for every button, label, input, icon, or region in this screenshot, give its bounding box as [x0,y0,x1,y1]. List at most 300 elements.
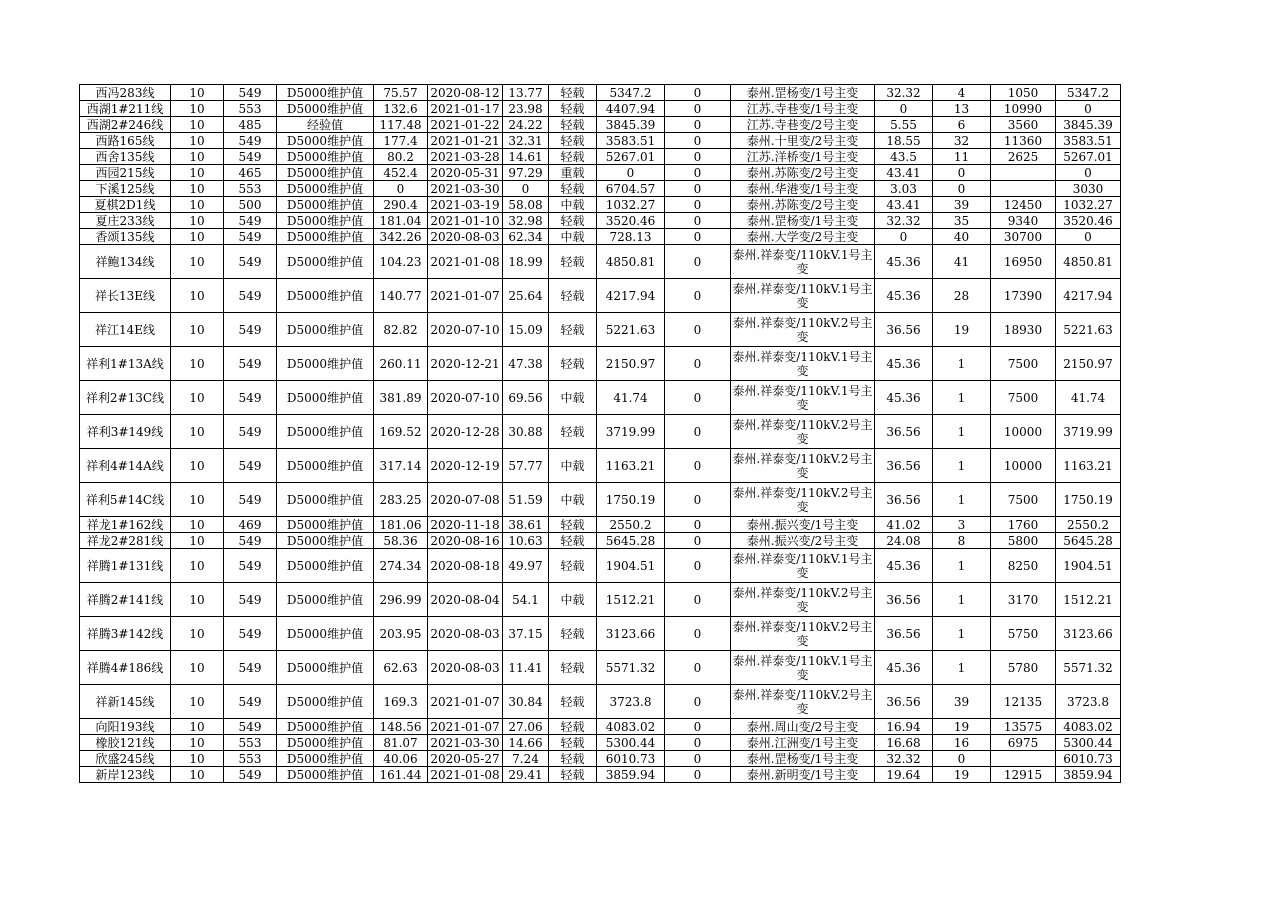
spare-capacity-cell: 5221.63 [597,313,665,347]
transformer-cell: 泰州.罡杨变/1号主变 [731,85,875,101]
load-status-cell: 轻载 [549,85,597,101]
transformer-cell: 泰州.祥泰变/110kV.1号主变 [731,651,875,685]
rated-current-cell: 549 [224,685,277,719]
transformer-cell: 泰州.祥泰变/110kV.1号主变 [731,347,875,381]
rated-current-cell: 549 [224,483,277,517]
user-count-cell: 11 [933,149,991,165]
transformer-rate-cell: 41.02 [875,517,933,533]
spare-capacity-cell: 5571.32 [597,651,665,685]
transformer-rate-cell: 24.08 [875,533,933,549]
transformer-cell: 泰州.大学变/2号主变 [731,229,875,245]
transformer-cell: 江苏.洋桥变/1号主变 [731,149,875,165]
max-current-cell: 169.3 [374,685,428,719]
load-status-cell: 轻载 [549,533,597,549]
spare-capacity-cell: 5300.44 [597,735,665,751]
voltage-cell: 10 [171,165,224,181]
max-date-cell: 2020-08-12 [428,85,503,101]
load-status-cell: 重载 [549,165,597,181]
rated-current-cell: 553 [224,101,277,117]
table-row [80,449,1121,483]
spare-capacity-cell: 3719.99 [597,415,665,449]
max-current-cell: 82.82 [374,313,428,347]
spare-capacity-cell: 728.13 [597,229,665,245]
table-row [80,165,1121,181]
table-row [80,101,1121,117]
overload-count-cell: 0 [665,245,731,279]
user-count-cell: 39 [933,197,991,213]
max-date-cell: 2021-03-30 [428,181,503,197]
overload-count-cell: 0 [665,381,731,415]
available-capacity-cell: 0 [1056,229,1121,245]
rated-current-cell: 500 [224,197,277,213]
max-date-cell: 2021-01-08 [428,245,503,279]
max-current-cell: 80.2 [374,149,428,165]
user-count-cell: 8 [933,533,991,549]
user-count-cell: 19 [933,767,991,783]
max-current-cell: 274.34 [374,549,428,583]
max-date-cell: 2020-08-03 [428,617,503,651]
overload-count-cell: 0 [665,583,731,617]
spare-capacity-cell: 4850.81 [597,245,665,279]
load-status-cell: 中载 [549,483,597,517]
available-capacity-cell: 1750.19 [1056,483,1121,517]
spare-capacity-cell: 1032.27 [597,197,665,213]
max-date-cell: 2021-01-07 [428,719,503,735]
limit-source-cell: D5000维护值 [277,651,374,685]
available-capacity-cell: 1512.21 [1056,583,1121,617]
voltage-cell: 10 [171,651,224,685]
user-count-cell: 35 [933,213,991,229]
load-status-cell: 轻载 [549,101,597,117]
transformer-cell: 泰州.十里变/2号主变 [731,133,875,149]
available-capacity-cell: 5347.2 [1056,85,1121,101]
spare-capacity-cell: 6010.73 [597,751,665,767]
voltage-cell: 10 [171,381,224,415]
transformer-rate-cell: 43.41 [875,165,933,181]
overload-count-cell: 0 [665,213,731,229]
overload-count-cell: 0 [665,751,731,767]
voltage-cell: 10 [171,735,224,751]
load-rate-cell: 47.38 [503,347,549,381]
overload-count-cell: 0 [665,685,731,719]
available-capacity-cell: 5300.44 [1056,735,1121,751]
table-row [80,517,1121,533]
transformer-cell: 江苏.寺巷变/2号主变 [731,117,875,133]
line-name-cell: 向阳193线 [80,719,171,735]
limit-source-cell: D5000维护值 [277,533,374,549]
limit-source-cell: D5000维护值 [277,449,374,483]
user-count-cell: 28 [933,279,991,313]
table-row [80,245,1121,279]
transformer-rate-cell: 0 [875,101,933,117]
line-name-cell: 祥腾1#131线 [80,549,171,583]
user-count-cell: 1 [933,483,991,517]
table-row [80,767,1121,783]
rated-current-cell: 553 [224,181,277,197]
max-date-cell: 2021-01-08 [428,767,503,783]
user-count-cell: 19 [933,313,991,347]
spare-capacity-cell: 5347.2 [597,85,665,101]
line-name-cell: 西园215线 [80,165,171,181]
limit-source-cell: D5000维护值 [277,181,374,197]
rated-current-cell: 549 [224,381,277,415]
distribution-capacity-cell: 10000 [991,449,1056,483]
max-date-cell: 2021-01-22 [428,117,503,133]
user-count-cell: 16 [933,735,991,751]
available-capacity-cell: 3520.46 [1056,213,1121,229]
limit-source-cell: D5000维护值 [277,165,374,181]
transformer-cell: 泰州.祥泰变/110kV.1号主变 [731,381,875,415]
voltage-cell: 10 [171,229,224,245]
load-rate-cell: 10.63 [503,533,549,549]
load-status-cell: 中载 [549,583,597,617]
table-row [80,313,1121,347]
rated-current-cell: 549 [224,767,277,783]
max-current-cell: 181.04 [374,213,428,229]
rated-current-cell: 553 [224,751,277,767]
available-capacity-cell: 3583.51 [1056,133,1121,149]
max-date-cell: 2021-01-21 [428,133,503,149]
limit-source-cell: D5000维护值 [277,767,374,783]
load-status-cell: 中载 [549,381,597,415]
max-date-cell: 2020-07-10 [428,313,503,347]
load-rate-cell: 14.61 [503,149,549,165]
transformer-rate-cell: 18.55 [875,133,933,149]
distribution-capacity-cell: 10990 [991,101,1056,117]
load-status-cell: 轻载 [549,181,597,197]
load-status-cell: 中载 [549,449,597,483]
max-current-cell: 381.89 [374,381,428,415]
max-current-cell: 169.52 [374,415,428,449]
load-status-cell: 轻载 [549,517,597,533]
table-row [80,719,1121,735]
transformer-cell: 泰州.周山变/2号主变 [731,719,875,735]
load-rate-cell: 13.77 [503,85,549,101]
load-status-cell: 轻载 [549,347,597,381]
limit-source-cell: D5000维护值 [277,751,374,767]
voltage-cell: 10 [171,347,224,381]
rated-current-cell: 549 [224,85,277,101]
line-name-cell: 祥长13E线 [80,279,171,313]
voltage-cell: 10 [171,279,224,313]
line-name-cell: 西冯283线 [80,85,171,101]
transformer-rate-cell: 45.36 [875,549,933,583]
transformer-rate-cell: 45.36 [875,347,933,381]
available-capacity-cell: 4217.94 [1056,279,1121,313]
line-name-cell: 祥新145线 [80,685,171,719]
max-date-cell: 2020-08-18 [428,549,503,583]
distribution-capacity-cell: 5780 [991,651,1056,685]
max-date-cell: 2020-07-08 [428,483,503,517]
line-name-cell: 祥江14E线 [80,313,171,347]
distribution-capacity-cell: 12915 [991,767,1056,783]
transformer-cell: 泰州.祥泰变/110kV.2号主变 [731,483,875,517]
max-current-cell: 342.26 [374,229,428,245]
limit-source-cell: 经验值 [277,117,374,133]
voltage-cell: 10 [171,245,224,279]
max-current-cell: 75.57 [374,85,428,101]
transformer-cell: 泰州.罡杨变/1号主变 [731,751,875,767]
max-current-cell: 148.56 [374,719,428,735]
transformer-cell: 泰州.祥泰变/110kV.2号主变 [731,415,875,449]
transformer-rate-cell: 36.56 [875,313,933,347]
load-rate-cell: 29.41 [503,767,549,783]
line-name-cell: 祥利2#13C线 [80,381,171,415]
voltage-cell: 10 [171,415,224,449]
spare-capacity-cell: 0 [597,165,665,181]
line-name-cell: 西路165线 [80,133,171,149]
user-count-cell: 40 [933,229,991,245]
user-count-cell: 19 [933,719,991,735]
load-rate-cell: 24.22 [503,117,549,133]
spare-capacity-cell: 1163.21 [597,449,665,483]
transformer-rate-cell: 3.03 [875,181,933,197]
max-date-cell: 2020-08-03 [428,229,503,245]
line-name-cell: 新岸123线 [80,767,171,783]
limit-source-cell: D5000维护值 [277,685,374,719]
line-name-cell: 祥利1#13A线 [80,347,171,381]
table-row [80,347,1121,381]
load-rate-cell: 51.59 [503,483,549,517]
max-current-cell: 177.4 [374,133,428,149]
load-rate-cell: 27.06 [503,719,549,735]
transformer-cell: 泰州.振兴变/2号主变 [731,533,875,549]
spare-capacity-cell: 5645.28 [597,533,665,549]
distribution-capacity-cell: 17390 [991,279,1056,313]
max-current-cell: 452.4 [374,165,428,181]
line-name-cell: 祥利3#149线 [80,415,171,449]
transformer-cell: 泰州.祥泰变/110kV.1号主变 [731,549,875,583]
transformer-cell: 泰州.祥泰变/110kV.1号主变 [731,279,875,313]
transformer-cell: 泰州.华港变/1号主变 [731,181,875,197]
distribution-capacity-cell: 7500 [991,483,1056,517]
max-date-cell: 2020-11-18 [428,517,503,533]
load-rate-cell: 18.99 [503,245,549,279]
line-name-cell: 西湖2#246线 [80,117,171,133]
available-capacity-cell: 41.74 [1056,381,1121,415]
transformer-rate-cell: 45.36 [875,381,933,415]
line-name-cell: 夏庄233线 [80,213,171,229]
line-name-cell: 香颂135线 [80,229,171,245]
user-count-cell: 1 [933,549,991,583]
spare-capacity-cell: 1750.19 [597,483,665,517]
load-status-cell: 轻载 [549,279,597,313]
available-capacity-cell: 4083.02 [1056,719,1121,735]
transformer-rate-cell: 43.5 [875,149,933,165]
table-row [80,181,1121,197]
user-count-cell: 1 [933,583,991,617]
load-status-cell: 轻载 [549,751,597,767]
table-row [80,279,1121,313]
overload-count-cell: 0 [665,313,731,347]
max-current-cell: 317.14 [374,449,428,483]
spare-capacity-cell: 2150.97 [597,347,665,381]
distribution-capacity-cell: 6975 [991,735,1056,751]
rated-current-cell: 549 [224,583,277,617]
voltage-cell: 10 [171,117,224,133]
user-count-cell: 3 [933,517,991,533]
table-row [80,751,1121,767]
available-capacity-cell: 3719.99 [1056,415,1121,449]
voltage-cell: 10 [171,149,224,165]
load-rate-cell: 57.77 [503,449,549,483]
max-date-cell: 2021-01-07 [428,279,503,313]
load-rate-cell: 32.98 [503,213,549,229]
table-row [80,651,1121,685]
overload-count-cell: 0 [665,229,731,245]
load-rate-cell: 30.84 [503,685,549,719]
table-row [80,735,1121,751]
max-date-cell: 2020-05-31 [428,165,503,181]
load-status-cell: 轻载 [549,617,597,651]
load-rate-cell: 69.56 [503,381,549,415]
overload-count-cell: 0 [665,483,731,517]
load-status-cell: 轻载 [549,149,597,165]
load-status-cell: 轻载 [549,735,597,751]
transformer-rate-cell: 36.56 [875,617,933,651]
table-row [80,213,1121,229]
load-status-cell: 中载 [549,229,597,245]
rated-current-cell: 549 [224,347,277,381]
spare-capacity-cell: 2550.2 [597,517,665,533]
table-row [80,415,1121,449]
overload-count-cell: 0 [665,533,731,549]
user-count-cell: 1 [933,651,991,685]
transformer-rate-cell: 36.56 [875,449,933,483]
transformer-cell: 泰州.振兴变/1号主变 [731,517,875,533]
rated-current-cell: 549 [224,651,277,685]
table-row [80,381,1121,415]
transformer-cell: 泰州.罡杨变/1号主变 [731,213,875,229]
rated-current-cell: 549 [224,279,277,313]
line-name-cell: 西舍135线 [80,149,171,165]
load-rate-cell: 0 [503,181,549,197]
voltage-cell: 10 [171,767,224,783]
overload-count-cell: 0 [665,719,731,735]
rated-current-cell: 469 [224,517,277,533]
line-name-cell: 祥利5#14C线 [80,483,171,517]
voltage-cell: 10 [171,483,224,517]
available-capacity-cell: 0 [1056,165,1121,181]
voltage-cell: 10 [171,751,224,767]
spare-capacity-cell: 4407.94 [597,101,665,117]
load-rate-cell: 32.31 [503,133,549,149]
voltage-cell: 10 [171,181,224,197]
available-capacity-cell: 5267.01 [1056,149,1121,165]
distribution-capacity-cell: 18930 [991,313,1056,347]
transformer-rate-cell: 32.32 [875,751,933,767]
voltage-cell: 10 [171,85,224,101]
limit-source-cell: D5000维护值 [277,549,374,583]
max-current-cell: 161.44 [374,767,428,783]
overload-count-cell: 0 [665,617,731,651]
spare-capacity-cell: 3859.94 [597,767,665,783]
load-rate-cell: 30.88 [503,415,549,449]
transformer-cell: 泰州.祥泰变/110kV.2号主变 [731,617,875,651]
transformer-rate-cell: 0 [875,229,933,245]
voltage-cell: 10 [171,517,224,533]
max-current-cell: 81.07 [374,735,428,751]
limit-source-cell: D5000维护值 [277,197,374,213]
overload-count-cell: 0 [665,165,731,181]
voltage-cell: 10 [171,685,224,719]
transformer-cell: 泰州.祥泰变/110kV.2号主变 [731,449,875,483]
overload-count-cell: 0 [665,651,731,685]
distribution-capacity-cell: 5800 [991,533,1056,549]
max-current-cell: 260.11 [374,347,428,381]
spare-capacity-cell: 3723.8 [597,685,665,719]
limit-source-cell: D5000维护值 [277,133,374,149]
available-capacity-cell: 3859.94 [1056,767,1121,783]
spare-capacity-cell: 3583.51 [597,133,665,149]
overload-count-cell: 0 [665,767,731,783]
max-current-cell: 290.4 [374,197,428,213]
spare-capacity-cell: 5267.01 [597,149,665,165]
distribution-capacity-cell [991,751,1056,767]
spare-capacity-cell: 1904.51 [597,549,665,583]
rated-current-cell: 549 [224,213,277,229]
limit-source-cell: D5000维护值 [277,101,374,117]
line-name-cell: 祥利4#14A线 [80,449,171,483]
limit-source-cell: D5000维护值 [277,229,374,245]
distribution-capacity-cell: 9340 [991,213,1056,229]
voltage-cell: 10 [171,617,224,651]
available-capacity-cell: 3845.39 [1056,117,1121,133]
load-rate-cell: 49.97 [503,549,549,583]
rated-current-cell: 549 [224,415,277,449]
max-current-cell: 58.36 [374,533,428,549]
distribution-capacity-cell: 30700 [991,229,1056,245]
rated-current-cell: 549 [224,313,277,347]
available-capacity-cell: 6010.73 [1056,751,1121,767]
load-status-cell: 轻载 [549,651,597,685]
voltage-cell: 10 [171,583,224,617]
transformer-cell: 泰州.祥泰变/110kV.2号主变 [731,583,875,617]
table-row [80,117,1121,133]
transformer-rate-cell: 16.68 [875,735,933,751]
load-status-cell: 轻载 [549,117,597,133]
load-status-cell: 轻载 [549,313,597,347]
table-row [80,685,1121,719]
rated-current-cell: 549 [224,449,277,483]
transformer-cell: 泰州.苏陈变/2号主变 [731,165,875,181]
max-date-cell: 2020-08-03 [428,651,503,685]
load-rate-cell: 62.34 [503,229,549,245]
distribution-capacity-cell: 3170 [991,583,1056,617]
transformer-rate-cell: 5.55 [875,117,933,133]
user-count-cell: 32 [933,133,991,149]
available-capacity-cell: 5221.63 [1056,313,1121,347]
user-count-cell: 41 [933,245,991,279]
transformer-rate-cell: 36.56 [875,685,933,719]
rated-current-cell: 485 [224,117,277,133]
overload-count-cell: 0 [665,449,731,483]
limit-source-cell: D5000维护值 [277,517,374,533]
user-count-cell: 0 [933,751,991,767]
load-rate-cell: 37.15 [503,617,549,651]
distribution-capacity-cell: 7500 [991,381,1056,415]
available-capacity-cell: 3030 [1056,181,1121,197]
user-count-cell: 1 [933,617,991,651]
max-date-cell: 2021-01-10 [428,213,503,229]
overload-count-cell: 0 [665,197,731,213]
limit-source-cell: D5000维护值 [277,415,374,449]
load-status-cell: 轻载 [549,415,597,449]
transformer-cell: 泰州.新明变/1号主变 [731,767,875,783]
load-rate-cell: 11.41 [503,651,549,685]
rated-current-cell: 549 [224,617,277,651]
line-name-cell: 欣盛245线 [80,751,171,767]
